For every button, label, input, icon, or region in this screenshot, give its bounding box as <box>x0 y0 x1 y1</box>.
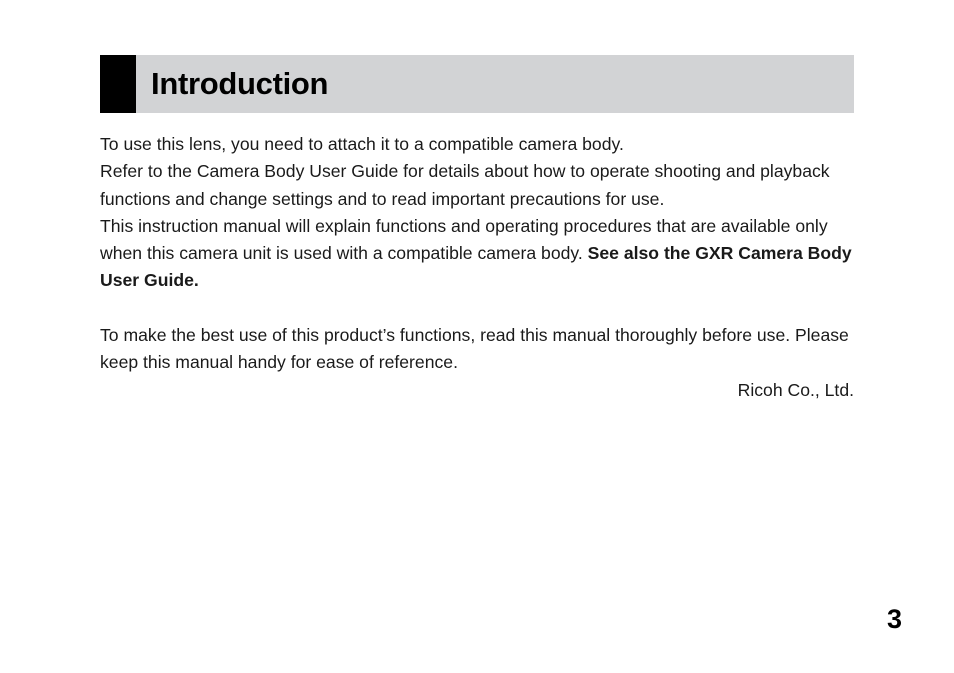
section-heading-bar <box>100 55 854 113</box>
page-title: Introduction <box>151 66 329 101</box>
paragraph-best-use: To make the best use of this product’s functions, read this manual thoroughly before use. Please keep this manual handy for ease of reference. <box>100 325 849 373</box>
see-also-note: See also the GXR Camera Body User Guide. <box>100 243 852 291</box>
company-signature: Ricoh Co., Ltd. <box>737 379 854 400</box>
introduction-body <box>100 131 860 404</box>
paragraph-spacer <box>100 295 860 322</box>
page-number: 3 <box>886 604 902 634</box>
paragraph-lens-attach: To use this lens, you need to attach it to a compatible camera body. <box>100 134 624 154</box>
paragraph-refer-guide: Refer to the Camera Body User Guide for details about how to operate shooting and playback functions and change settings and to read important precautions for use. <box>100 161 830 209</box>
paragraph-manual-scope <box>100 213 860 295</box>
heading-marker-block <box>100 55 136 113</box>
manual-scope-text: This instruction manual will explain functions and operating procedures that are available only when this camera unit is used with a compatible camera body. <box>100 215 828 264</box>
